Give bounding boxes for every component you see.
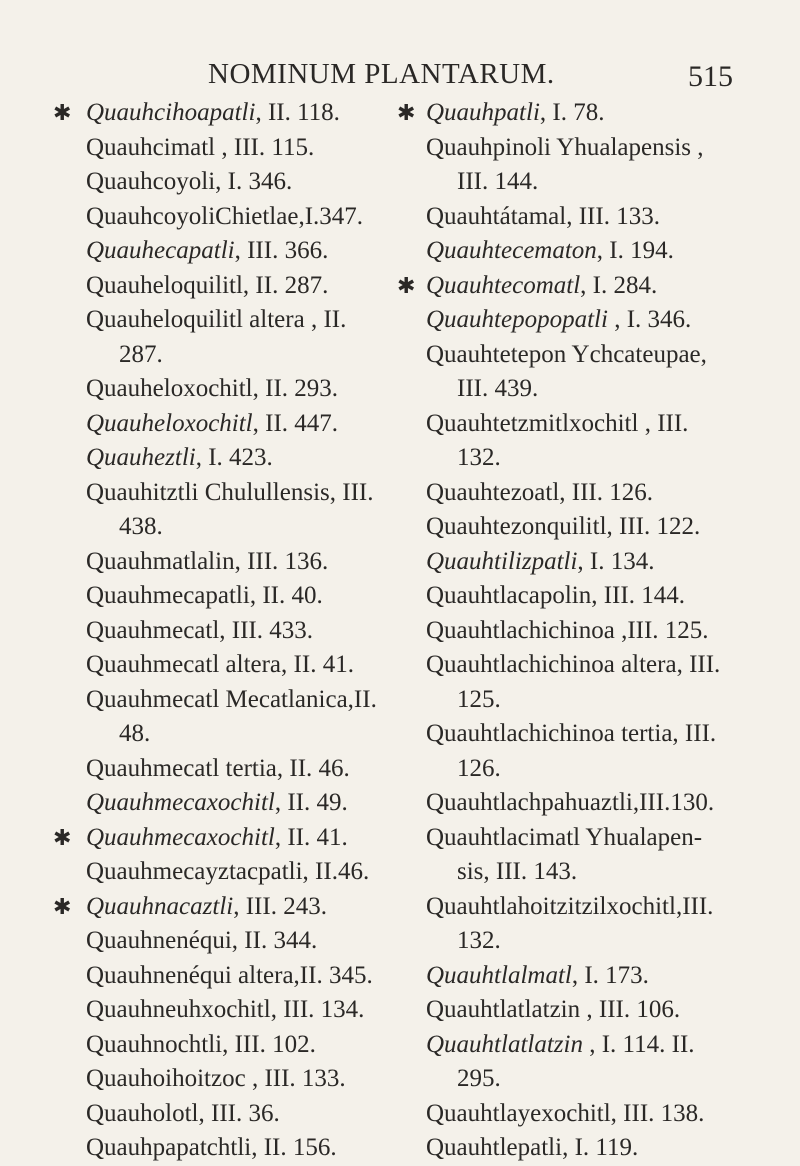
index-entry-continuation bbox=[397, 372, 752, 407]
page-reference: , III. 138. bbox=[610, 1099, 705, 1127]
plant-name: Quauhnenéqui altera,II. 345. bbox=[86, 961, 373, 989]
plant-name: Quauhnochtli bbox=[86, 1030, 223, 1058]
index-entry-continuation bbox=[397, 752, 752, 787]
asterisk-marker: ✱ bbox=[397, 272, 416, 298]
page-reference: , II. 118. bbox=[255, 99, 340, 126]
page-reference: 132. bbox=[457, 444, 501, 471]
plant-name: Quauheloxochitl bbox=[86, 375, 253, 402]
index-entry bbox=[53, 234, 393, 269]
right-column bbox=[397, 96, 752, 1166]
page-reference: , III. 134. bbox=[270, 996, 365, 1023]
index-entry bbox=[397, 821, 752, 856]
plant-name: Quauhtezonquilitl bbox=[426, 513, 607, 540]
plant-name: Quauholotl bbox=[86, 1099, 199, 1127]
index-entry bbox=[53, 1028, 393, 1063]
plant-name: Quauhtetepon Ychcateupae, bbox=[426, 340, 707, 368]
index-entry bbox=[53, 579, 393, 614]
index-entry bbox=[53, 545, 393, 580]
index-entry bbox=[397, 407, 752, 442]
plant-name: Quauhitztli Chulullensis, III. bbox=[86, 478, 374, 506]
index-entry bbox=[53, 855, 393, 890]
index-entry bbox=[397, 959, 752, 994]
plant-name: Quauhtlayexochitl bbox=[426, 1099, 611, 1127]
index-entry bbox=[397, 338, 752, 373]
index-entry-continuation bbox=[397, 165, 752, 200]
plant-name: Quauhpapatchtli bbox=[86, 1134, 252, 1161]
index-entry bbox=[397, 96, 752, 131]
index-entry bbox=[53, 131, 393, 166]
page-reference: , I. 423. bbox=[195, 444, 273, 471]
index-entry bbox=[397, 303, 752, 338]
page-reference: 126. bbox=[457, 754, 501, 782]
plant-name: Quauhmecatl bbox=[86, 616, 220, 644]
plant-name: Quauheloquilitl bbox=[86, 271, 243, 299]
index-entry bbox=[397, 1097, 752, 1132]
page-reference: , III. 133. bbox=[566, 202, 660, 230]
plant-name: Quauhtlepatli bbox=[426, 1134, 563, 1161]
plant-name: Quauhtlalmatl bbox=[426, 961, 572, 989]
index-entry bbox=[397, 579, 752, 614]
index-entry bbox=[53, 407, 393, 442]
plant-name: Quauhtepopopatli bbox=[426, 306, 608, 333]
page-reference: 295. bbox=[457, 1065, 501, 1092]
page-reference: , III. 115. bbox=[215, 133, 315, 161]
plant-name: Quauhpatli bbox=[426, 99, 540, 126]
index-entry bbox=[53, 683, 393, 718]
index-entry bbox=[53, 200, 393, 235]
asterisk-marker: ✱ bbox=[397, 100, 416, 125]
page-reference: , II. 447. bbox=[252, 409, 339, 437]
index-entry bbox=[397, 476, 752, 511]
index-entry bbox=[53, 924, 393, 959]
plant-name: Quauhtlachichinoa bbox=[426, 616, 615, 644]
index-entry bbox=[53, 372, 393, 407]
index-entry bbox=[53, 959, 393, 994]
index-entry bbox=[53, 614, 393, 649]
index-entry bbox=[397, 269, 752, 304]
page-reference: , III. 102. bbox=[222, 1030, 316, 1058]
page-reference: , I. 134. bbox=[577, 547, 655, 575]
page-reference: , III. 106. bbox=[580, 996, 681, 1023]
page-reference: , III. 36. bbox=[198, 1099, 280, 1127]
plant-name: Quauhtetzmitlxochitl bbox=[426, 409, 639, 437]
index-entry-continuation bbox=[397, 855, 752, 890]
plant-name: Quauhtlachichinoa altera, III. bbox=[426, 651, 721, 678]
plant-name: Quauhmatlalin bbox=[86, 547, 235, 575]
plant-name: Quauheztli bbox=[86, 444, 196, 471]
plant-name: Quauheloquilitl altera bbox=[86, 306, 305, 333]
page-reference: , III. 144. bbox=[591, 582, 685, 609]
plant-name: Quauhtlacimatl Yhualapen- bbox=[426, 823, 703, 851]
page-reference: , III. 126. bbox=[559, 478, 654, 506]
index-entry bbox=[397, 200, 752, 235]
plant-name: Quauhtezoatl bbox=[426, 478, 560, 506]
index-entry bbox=[397, 993, 752, 1028]
page-reference: , II. 41. bbox=[281, 651, 354, 678]
index-entry-continuation bbox=[397, 924, 752, 959]
index-entry bbox=[53, 752, 393, 787]
plant-name: Quauhtlatlatzin bbox=[426, 1030, 583, 1058]
index-entry bbox=[397, 614, 752, 649]
index-entry bbox=[53, 165, 393, 200]
index-entry bbox=[53, 648, 393, 683]
page-reference: III. 439. bbox=[457, 375, 539, 402]
index-entry bbox=[53, 269, 393, 304]
index-entry bbox=[397, 510, 752, 545]
plant-name: Quauhpinoli Yhualapensis , bbox=[426, 133, 704, 161]
plant-name: Quauhecapatli bbox=[86, 237, 235, 264]
page-reference: , III. 136. bbox=[234, 547, 329, 575]
index-entry bbox=[53, 476, 393, 511]
index-entry bbox=[53, 821, 393, 856]
plant-name: Quauhtilizpatli bbox=[426, 547, 578, 575]
page-reference: 125. bbox=[457, 685, 501, 713]
index-entry bbox=[397, 131, 752, 166]
page-reference: , III. 366. bbox=[234, 237, 329, 264]
index-entry-continuation bbox=[53, 510, 393, 545]
page-reference: , III. 243. bbox=[233, 892, 327, 920]
plant-name: Quauhtátamal bbox=[426, 202, 567, 230]
plant-name: Quauhnacaztli bbox=[86, 892, 234, 920]
index-entry bbox=[397, 1131, 752, 1166]
plant-name: Quauhtlatlatzin bbox=[426, 996, 581, 1023]
index-entry bbox=[53, 1131, 393, 1166]
page-reference: 132. bbox=[457, 927, 501, 954]
running-header: NOMINUM PLANTARUM. bbox=[208, 58, 555, 90]
page-reference: , II. 344. bbox=[231, 927, 318, 954]
index-entry bbox=[53, 786, 393, 821]
index-entry bbox=[53, 441, 393, 476]
plant-name: Quauhneuhxochitl bbox=[86, 996, 271, 1023]
index-entry-continuation bbox=[397, 683, 752, 718]
plant-name: Quauhoihoitzoc bbox=[86, 1065, 246, 1092]
plant-name: Quauhmecatl Mecatlanica,II. bbox=[86, 685, 377, 713]
page-reference: , II. 46. bbox=[276, 754, 350, 782]
plant-name: Quauhnenéqui bbox=[86, 927, 232, 954]
index-entry bbox=[53, 890, 393, 925]
index-entry bbox=[53, 1097, 393, 1132]
plant-name: Quauhmecatl altera bbox=[86, 651, 282, 678]
index-entry bbox=[397, 890, 752, 925]
plant-name: Quauhtlahoitzitzilxochitl,III. bbox=[426, 892, 714, 920]
page-reference: ,III. 125. bbox=[614, 616, 709, 644]
plant-name: Quauhtecematon bbox=[426, 237, 597, 264]
page-reference: , I. 78. bbox=[539, 99, 605, 126]
page-reference: , I. 114. II. bbox=[582, 1030, 695, 1058]
index-entry-continuation bbox=[397, 1062, 752, 1097]
page-reference: , II. 40. bbox=[249, 582, 323, 609]
page-reference: , III. 133. bbox=[245, 1065, 346, 1092]
page-number: 515 bbox=[688, 60, 733, 93]
left-column bbox=[53, 96, 393, 1166]
plant-name: Quauhmecatl tertia bbox=[86, 754, 277, 782]
page-reference: III. 144. bbox=[457, 168, 539, 195]
page-reference: , I. 346. bbox=[607, 306, 692, 333]
page-reference: , III. bbox=[638, 409, 689, 437]
index-entry bbox=[53, 993, 393, 1028]
plant-name: Quauhmecaxochitl bbox=[86, 789, 275, 816]
plant-name: Quauhtecomatl bbox=[426, 271, 581, 299]
page-reference: , I. 173. bbox=[571, 961, 649, 989]
plant-name: Quauhmecapatli bbox=[86, 582, 250, 609]
page-reference: sis, III. 143. bbox=[457, 858, 578, 885]
page-reference: , I. 346. bbox=[215, 168, 293, 195]
index-entry bbox=[53, 303, 393, 338]
asterisk-marker: ✱ bbox=[53, 100, 72, 125]
page-reference: 48. bbox=[119, 720, 151, 747]
page-reference: , II. 156. bbox=[251, 1134, 337, 1161]
index-entry bbox=[397, 786, 752, 821]
plant-name: Quauhcoyoli bbox=[86, 168, 216, 195]
asterisk-marker: ✱ bbox=[53, 893, 72, 919]
page-reference: , III. 122. bbox=[606, 513, 701, 540]
plant-name: Quauhcimatl bbox=[86, 133, 216, 161]
index-entry bbox=[53, 1062, 393, 1097]
page-reference: 438. bbox=[119, 513, 163, 540]
page-reference: , I. 119. bbox=[562, 1134, 639, 1161]
index-entry-continuation bbox=[53, 338, 393, 373]
index-entry bbox=[397, 717, 752, 752]
page-reference: , II. 287. bbox=[242, 271, 329, 299]
plant-name: Quauhcihoapatli bbox=[86, 99, 256, 126]
index-entry bbox=[53, 96, 393, 131]
page-reference: 287. bbox=[119, 340, 163, 368]
plant-name: Quauhtlacapolin bbox=[426, 582, 592, 609]
plant-name: Quauhmecayztacpatli, II.46. bbox=[86, 858, 370, 885]
page-reference: , II. bbox=[304, 306, 347, 333]
page-reference: , I. 194. bbox=[596, 237, 674, 264]
index-entry-continuation bbox=[397, 441, 752, 476]
plant-name: QuauhcoyoliChietlae,I.347. bbox=[86, 202, 364, 230]
plant-name: Quauhmecaxochitl bbox=[86, 823, 275, 851]
page-reference: , II. 41. bbox=[274, 823, 348, 851]
index-entry bbox=[397, 648, 752, 683]
index-entry bbox=[397, 1028, 752, 1063]
index-entry bbox=[397, 545, 752, 580]
asterisk-marker: ✱ bbox=[53, 824, 72, 850]
page-reference: , II. 49. bbox=[274, 789, 348, 816]
index-entry bbox=[397, 234, 752, 269]
page-reference: , III. 433. bbox=[219, 616, 314, 644]
plant-name: Quauhtlachpahuaztli,III.130. bbox=[426, 789, 715, 816]
index-entry-continuation bbox=[53, 717, 393, 752]
page-reference: , II. 293. bbox=[252, 375, 339, 402]
page-reference: , I. 284. bbox=[580, 271, 658, 299]
plant-name: Quauheloxochitl bbox=[86, 409, 253, 437]
plant-name: Quauhtlachichinoa tertia, III. bbox=[426, 720, 717, 747]
